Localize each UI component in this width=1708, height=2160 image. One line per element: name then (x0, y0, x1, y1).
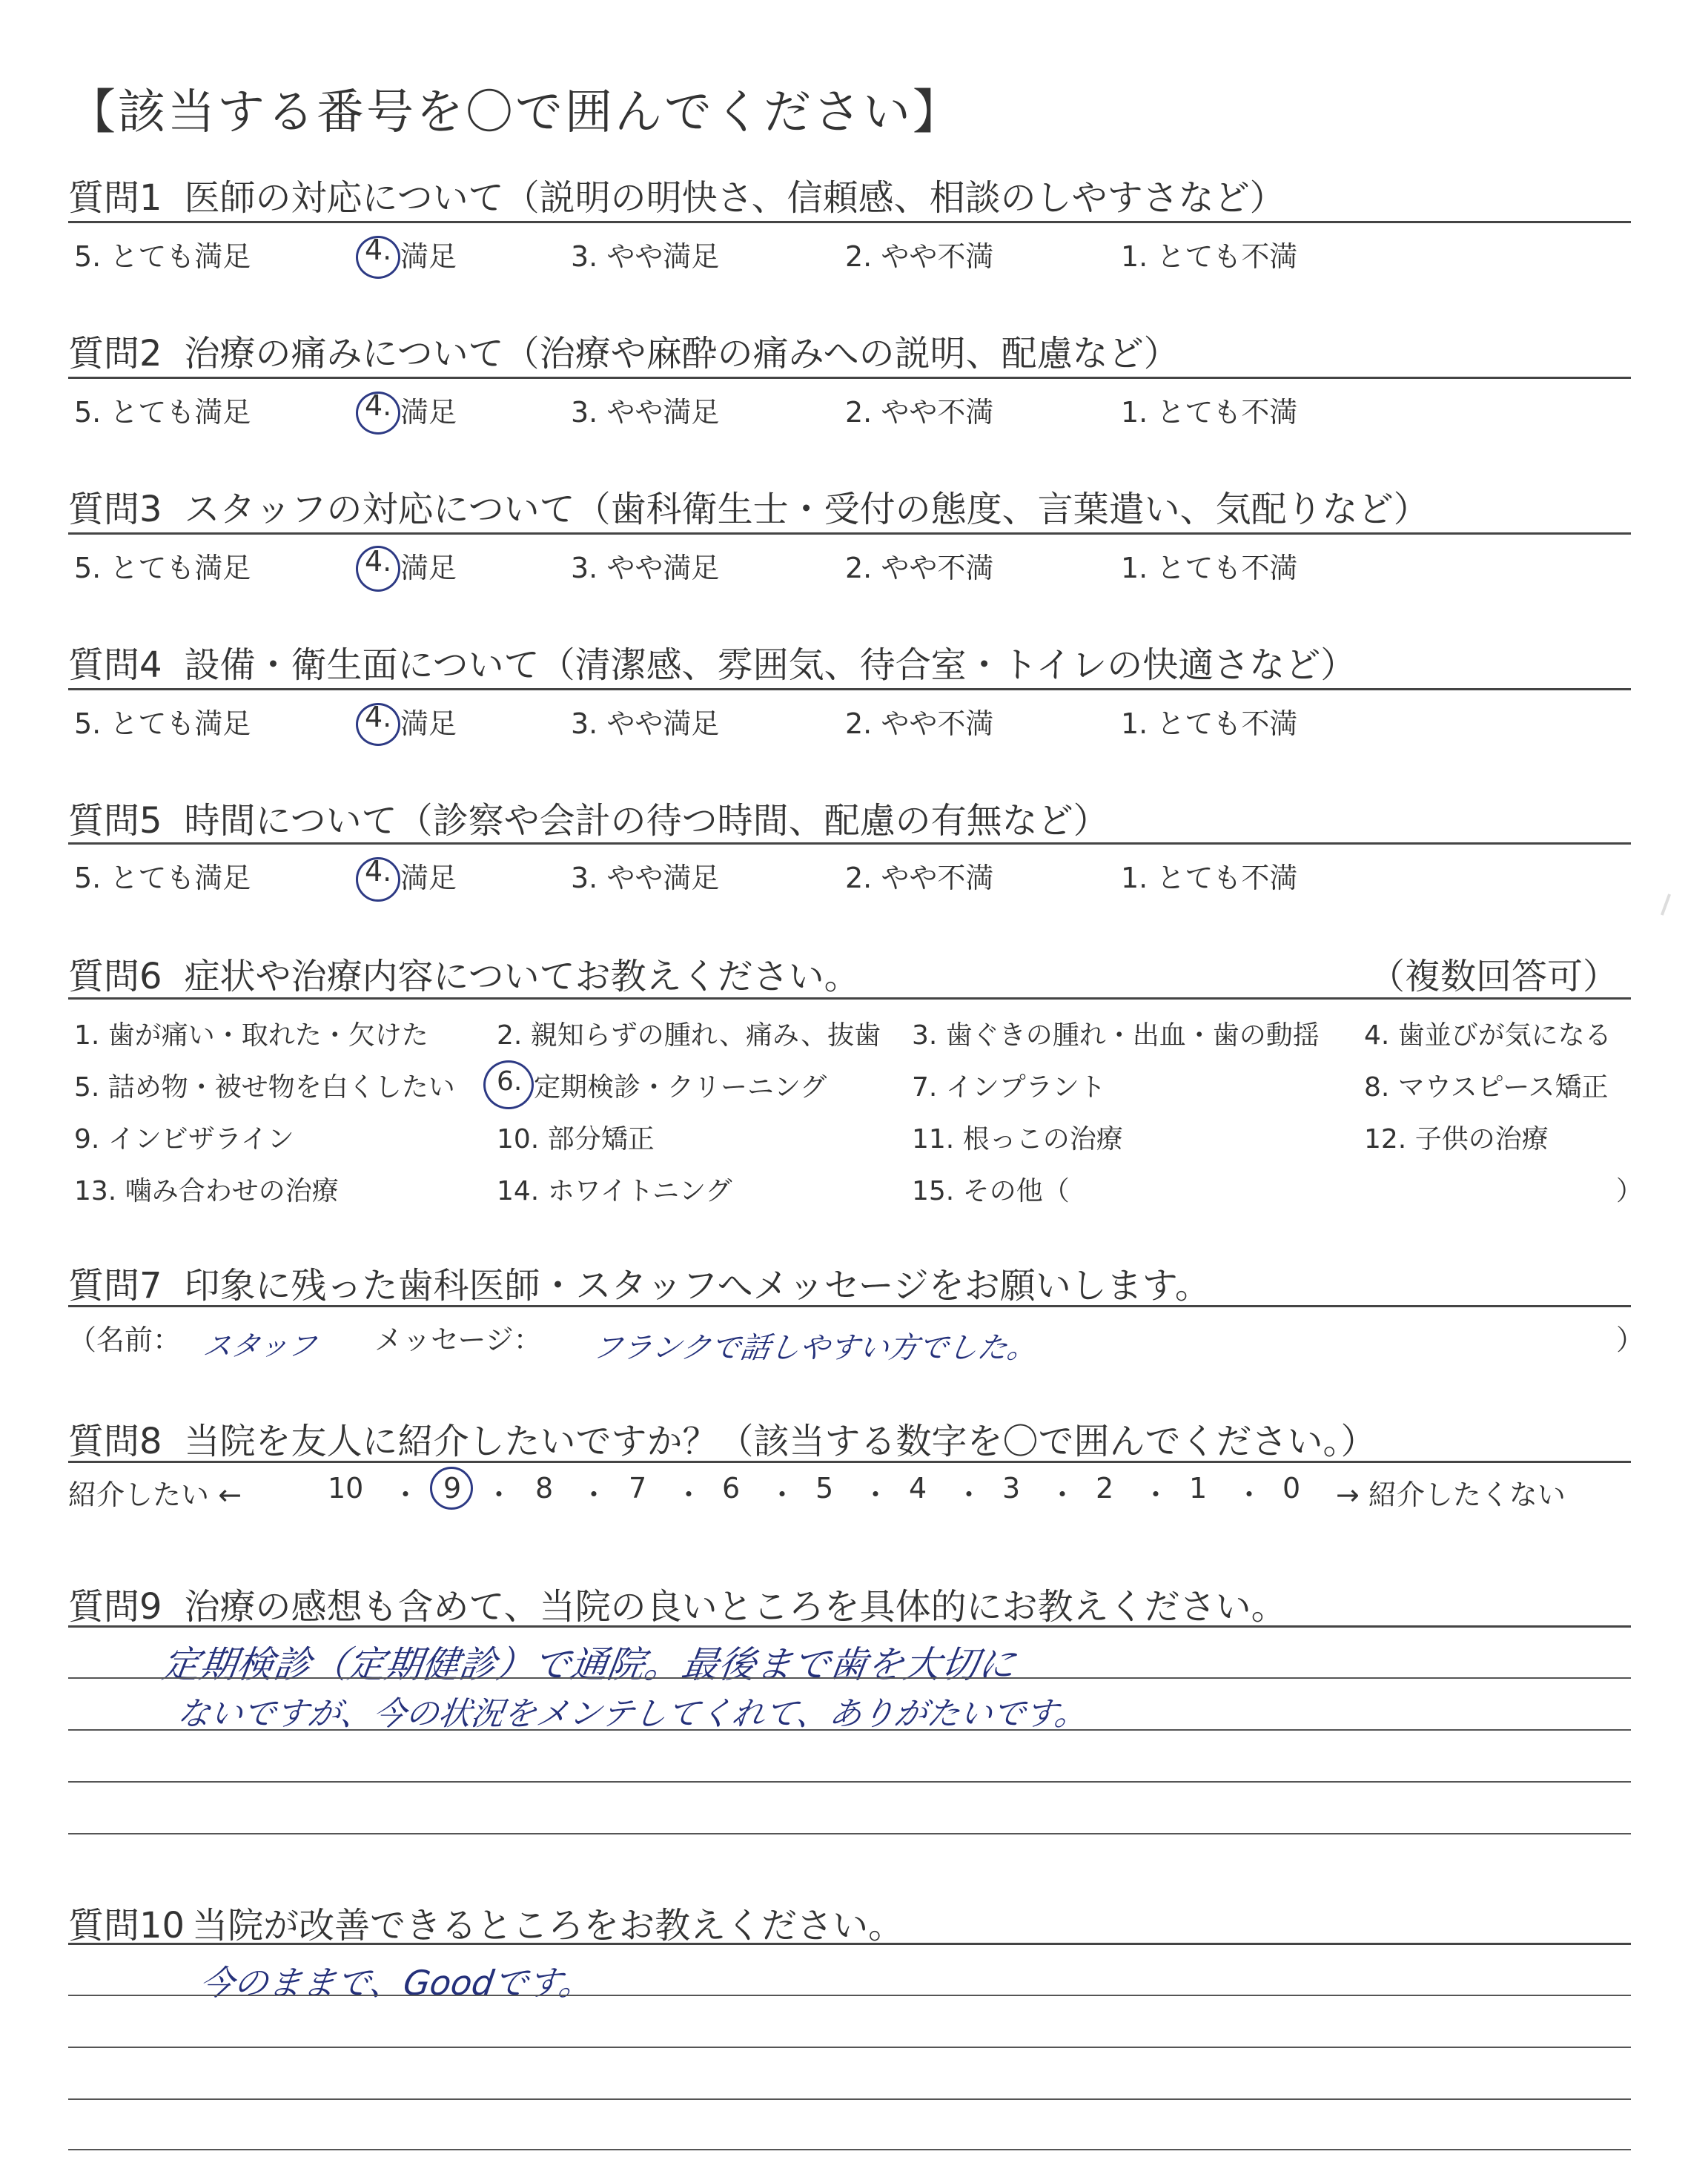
q7-name-value[interactable]: スタッフ (201, 1330, 319, 1362)
q8-dot: ・ (955, 1479, 984, 1511)
q5-title (68, 792, 1109, 843)
q3-option-3[interactable]: 3. やや満足 (571, 552, 720, 584)
q8-score-9[interactable]: 9 (443, 1472, 462, 1505)
q9-answer-line-1[interactable]: 定期検診（定期健診）で通院。最後まで歯を大切に (159, 1643, 1019, 1686)
q1-rule (68, 221, 1631, 223)
q10-answer-line (68, 2098, 1631, 2100)
q8-rule (68, 1461, 1631, 1463)
q2-title (68, 325, 1179, 376)
q8-dot: ・ (391, 1479, 420, 1511)
q9-answer-line-2[interactable]: ないですが、今の状況をメンテしてくれて、ありがたいです。 (174, 1695, 1090, 1733)
q3-option-4-label[interactable]: 満足 (400, 552, 457, 584)
q8-dot: ・ (580, 1479, 609, 1511)
q10-answer-line-1[interactable]: 今のままで、Goodです。 (196, 1963, 596, 2003)
q5-option-1[interactable]: 1. とても不満 (1121, 862, 1298, 894)
q10-title (68, 1897, 904, 1948)
q9-text: 治療の感想も含めて、当院の良いところを具体的にお教えください。 (184, 1586, 1287, 1628)
q1-option-2[interactable]: 2. やや不満 (845, 240, 994, 273)
q2-option-1[interactable]: 1. とても不満 (1121, 396, 1298, 429)
q1-option-3[interactable]: 3. やや満足 (571, 240, 720, 273)
q2-option-4-number[interactable]: 4. (365, 389, 392, 422)
q2-option-2[interactable]: 2. やや不満 (845, 396, 994, 429)
q9-rule (68, 1625, 1631, 1628)
q9-answer-line (68, 1729, 1631, 1731)
q8-score-0[interactable]: 0 (1282, 1472, 1301, 1505)
q4-title (68, 636, 1356, 687)
q5-option-4-label[interactable]: 満足 (400, 862, 457, 894)
q8-score-7[interactable]: 7 (629, 1472, 647, 1505)
q7-message-label: メッセージ： (374, 1324, 542, 1356)
q5-option-3[interactable]: 3. やや満足 (571, 862, 720, 894)
q3-option-5[interactable]: 5. とても満足 (74, 552, 251, 584)
q6-option-11[interactable]: 11. 根っこの治療 (912, 1124, 1123, 1155)
q4-option-1[interactable]: 1. とても不満 (1121, 707, 1298, 740)
q4-option-3[interactable]: 3. やや満足 (571, 707, 720, 740)
q7-message-value[interactable]: フランクで話しやすい方でした。 (590, 1331, 1039, 1365)
q4-option-5[interactable]: 5. とても満足 (74, 707, 251, 740)
q8-dot: ・ (1142, 1479, 1171, 1511)
q10-rule (68, 1943, 1631, 1945)
scan-mark (1661, 894, 1671, 916)
q9-answer-line (68, 1833, 1631, 1834)
q9-answer-line (68, 1677, 1631, 1679)
q6-option-13[interactable]: 13. 噛み合わせの治療 (74, 1176, 339, 1206)
q2-option-5[interactable]: 5. とても満足 (74, 396, 251, 429)
q6-option-6-number[interactable]: 6. (497, 1066, 523, 1097)
q5-option-5[interactable]: 5. とても満足 (74, 862, 251, 894)
q4-option-2[interactable]: 2. やや不満 (845, 707, 994, 740)
q10-answer-line (68, 2047, 1631, 2048)
q6-option-15[interactable]: 15. その他（ (912, 1176, 1070, 1206)
q10-answer-line (68, 2149, 1631, 2150)
q7-text: 印象に残った歯科医師・スタッフへメッセージをお願いします。 (184, 1265, 1211, 1307)
q1-option-4-number[interactable]: 4. (365, 234, 392, 266)
q8-dot: ・ (675, 1479, 704, 1511)
q8-score-3[interactable]: 3 (1002, 1472, 1021, 1505)
q6-option-14[interactable]: 14. ホワイトニング (497, 1176, 732, 1206)
q4-option-4-label[interactable]: 満足 (400, 707, 457, 740)
q3-title (68, 480, 1429, 532)
q8-number: 質問8 (68, 1421, 162, 1462)
q6-text: 症状や治療内容についてお教えください。 (184, 956, 860, 997)
q10-answer-line (68, 1995, 1631, 1996)
q8-score-1[interactable]: 1 (1189, 1472, 1208, 1505)
q7-close: ） (1616, 1324, 1645, 1356)
q9-title (68, 1578, 1287, 1629)
q9-number: 質問9 (68, 1586, 162, 1628)
q8-score-8[interactable]: 8 (535, 1472, 554, 1505)
q2-number: 質問2 (68, 333, 162, 374)
form-header: 【該当する番号を〇で囲んでください】 (68, 85, 962, 140)
q4-option-4-number[interactable]: 4. (365, 701, 392, 733)
q8-dot: ・ (1048, 1479, 1077, 1511)
q1-title (68, 169, 1285, 220)
q3-text: スタッフの対応について（歯科衛生士・受付の態度、言葉遣い、気配りなど） (184, 489, 1429, 530)
q6-option-5[interactable]: 5. 詰め物・被せ物を白くしたい (74, 1072, 455, 1103)
q6-rule (68, 997, 1631, 1000)
q5-option-4-number[interactable]: 4. (365, 855, 392, 888)
q4-rule (68, 688, 1631, 690)
q2-rule (68, 377, 1631, 379)
q2-text: 治療の痛みについて（治療や麻酔の痛みへの説明、配慮など） (184, 333, 1179, 374)
q6-option-6-label[interactable]: 定期検診・クリーニング (534, 1072, 827, 1103)
q8-score-2[interactable]: 2 (1096, 1472, 1114, 1505)
q6-option-7[interactable]: 7. インプラント (912, 1072, 1106, 1103)
q6-option-3[interactable]: 3. 歯ぐきの腫れ・出血・歯の動揺 (912, 1020, 1320, 1051)
q7-rule (68, 1305, 1631, 1307)
q6-option-4[interactable]: 4. 歯並びが気になる (1364, 1020, 1612, 1051)
q3-option-4-number[interactable]: 4. (365, 545, 392, 578)
q6-option-2[interactable]: 2. 親知らずの腫れ、痛み、抜歯 (497, 1020, 881, 1051)
q3-number: 質問3 (68, 489, 162, 530)
q4-text: 設備・衛生面について（清潔感、雰囲気、待合室・トイレの快適さなど） (184, 644, 1357, 686)
q8-dot: ・ (861, 1479, 890, 1511)
q1-number: 質問1 (68, 177, 162, 219)
q8-score-5[interactable]: 5 (815, 1472, 834, 1505)
q6-option-10[interactable]: 10. 部分矯正 (497, 1124, 655, 1155)
q6-note: （複数回答可） (1369, 956, 1619, 997)
q8-dot: ・ (485, 1479, 514, 1511)
q8-dot: ・ (768, 1479, 797, 1511)
q3-option-2[interactable]: 2. やや不満 (845, 552, 994, 584)
q5-text: 時間について（診察や会計の待つ時間、配慮の有無など） (184, 800, 1109, 842)
q7-number: 質問7 (68, 1265, 162, 1307)
q2-option-3[interactable]: 3. やや満足 (571, 396, 720, 429)
q2-option-4-label[interactable]: 満足 (400, 396, 457, 429)
q8-score-4[interactable]: 4 (909, 1472, 927, 1505)
q8-selection-circle (430, 1467, 473, 1510)
q8-score-6[interactable]: 6 (722, 1472, 741, 1505)
q7-name-label: （名前： (68, 1324, 182, 1356)
q6-option-9[interactable]: 9. インビザライン (74, 1124, 294, 1155)
q6-number: 質問6 (68, 956, 162, 997)
q8-left-label: 紹介したい ← (68, 1479, 242, 1511)
q8-right-label: → 紹介したくない (1336, 1479, 1566, 1511)
q8-text: 当院を友人に紹介したいですか？（該当する数字を〇で囲んでください。） (184, 1421, 1377, 1462)
q9-answer-line (68, 1781, 1631, 1783)
q1-option-1[interactable]: 1. とても不満 (1121, 240, 1298, 273)
q10-text: 当院が改善できるところをお教えください。 (192, 1905, 904, 1946)
q6-option-8[interactable]: 8. マウスピース矯正 (1364, 1072, 1609, 1103)
q10-number: 質問10 (68, 1905, 185, 1946)
q8-title (68, 1413, 1377, 1464)
q3-option-1[interactable]: 1. とても不満 (1121, 552, 1298, 584)
q1-text: 医師の対応について（説明の明快さ、信頼感、相談のしやすさなど） (184, 177, 1285, 219)
q6-option-15-close: ） (1616, 1176, 1644, 1206)
q5-number: 質問5 (68, 800, 162, 842)
q6-option-12[interactable]: 12. 子供の治療 (1364, 1124, 1549, 1155)
q8-score-10[interactable]: 10 (328, 1472, 364, 1505)
q5-rule (68, 842, 1631, 845)
q1-option-4-label[interactable]: 満足 (400, 240, 457, 273)
q3-rule (68, 532, 1631, 535)
q1-option-5[interactable]: 5. とても満足 (74, 240, 251, 273)
q7-title (68, 1257, 1211, 1308)
q8-dot: ・ (1235, 1479, 1264, 1511)
q5-option-2[interactable]: 2. やや不満 (845, 862, 994, 894)
q6-title (68, 948, 1625, 999)
q6-option-1[interactable]: 1. 歯が痛い・取れた・欠けた (74, 1020, 428, 1051)
q4-number: 質問4 (68, 644, 162, 686)
